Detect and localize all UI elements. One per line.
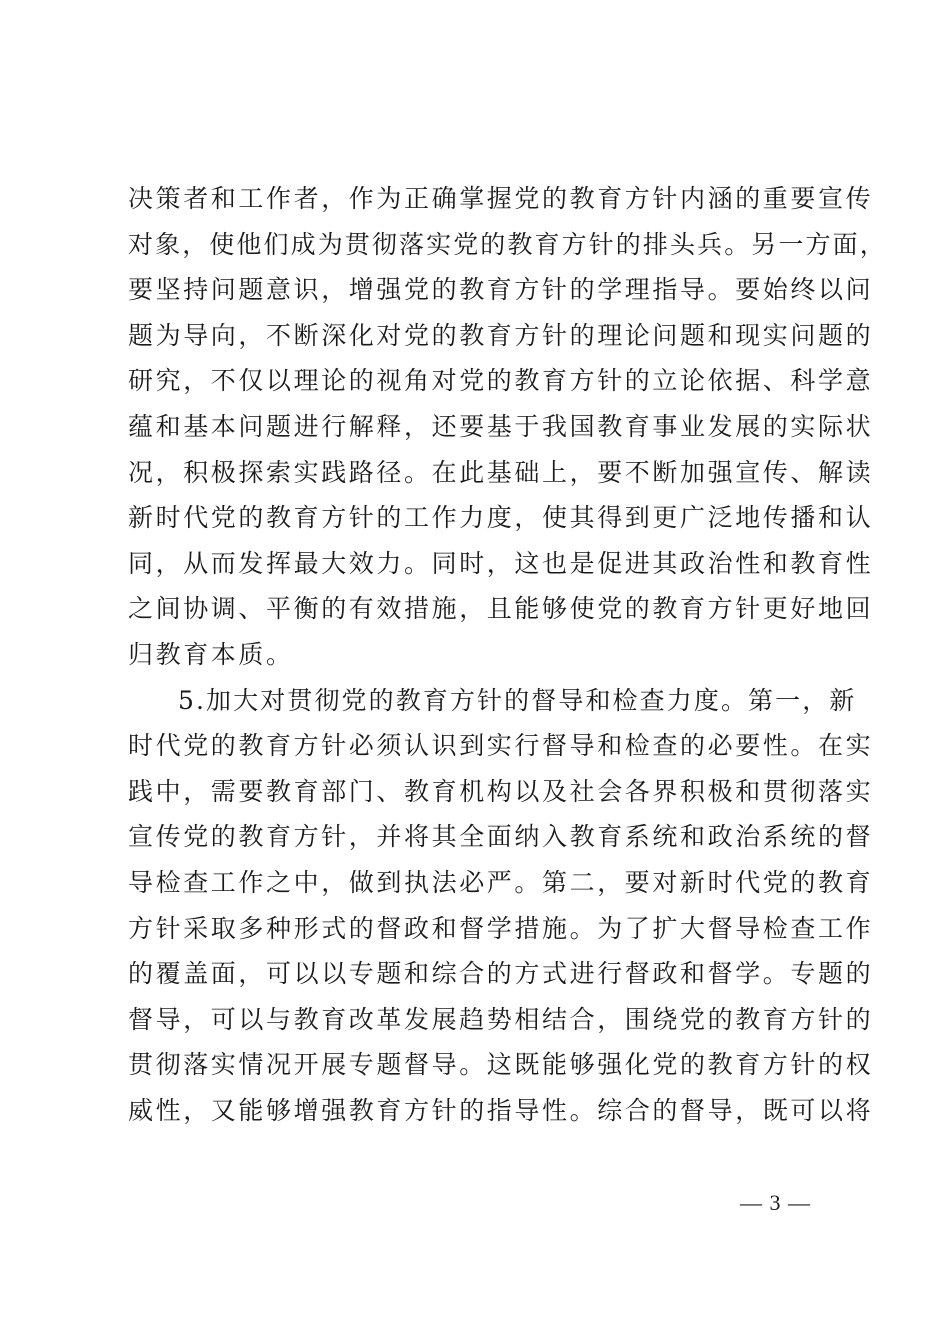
text-line: 时代党的教育方针必须认识到实行督导和检查的必要性。在实 [128, 731, 874, 761]
text-line: 归教育本质。 [128, 639, 294, 669]
body-text [128, 176, 887, 1133]
text-line: 督导，可以与教育改革发展趋势相结合，围绕党的教育方针的 [128, 1004, 874, 1034]
text-line: 研究，不仅以理论的视角对党的教育方针的立论依据、科学意 [128, 366, 874, 396]
text-line: 威性，又能够增强教育方针的指导性。综合的督导，既可以将 [128, 1095, 874, 1125]
text-line: 方针采取多种形式的督政和督学措施。为了扩大督导检查工作 [128, 913, 874, 943]
text-line: 宣传党的教育方针，并将其全面纳入教育系统和政治系统的督 [128, 822, 874, 852]
text-line: 的覆盖面，可以以专题和综合的方式进行督政和督学。专题的 [128, 959, 874, 989]
text-line: 贯彻落实情况开展专题督导。这既能够强化党的教育方针的权 [128, 1050, 874, 1080]
text-line: 况，积极探索实践路径。在此基础上，要不断加强宣传、解读 [128, 457, 874, 487]
text-line: 决策者和工作者，作为正确掌握党的教育方针内涵的重要宣传 [128, 184, 874, 213]
text-line: 蕴和基本问题进行解释，还要基于我国教育事业发展的实际状 [128, 411, 874, 441]
text-line: 题为导向，不断深化对党的教育方针的理论问题和现实问题的 [128, 320, 874, 350]
page-number: — 3 — [740, 1190, 811, 1215]
text-line: 导检查工作之中，做到执法必严。第二，要对新时代党的教育 [128, 867, 874, 897]
text-line: 同，从而发挥最大效力。同时，这也是促进其政治性和教育性 [128, 548, 874, 578]
text-line: 新时代党的教育方针的工作力度，使其得到更广泛地传播和认 [128, 503, 874, 533]
text-line: 践中，需要教育部门、教育机构以及社会各界积极和贯彻落实 [128, 776, 874, 806]
text-line: 之间协调、平衡的有效措施，且能够使党的教育方针更好地回 [128, 594, 874, 624]
section-heading-line: 5.加大对贯彻党的教育方针的督导和检查力度。第一，新 [178, 685, 857, 715]
text-line: 对象，使他们成为贯彻落实党的教育方针的排头兵。另一方面， [128, 229, 887, 259]
text-line: 要坚持问题意识，增强党的教育方针的学理指导。要始终以问 [128, 275, 874, 305]
